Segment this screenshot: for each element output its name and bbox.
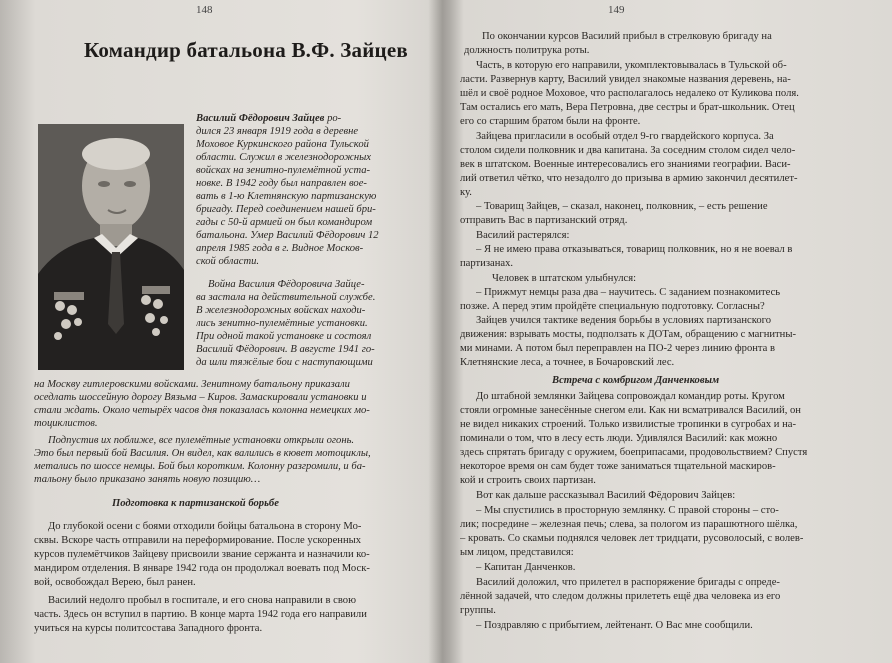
text-line: его со старшим братом были на фронте.	[460, 116, 641, 127]
bio-line: новке. В 1942 году был направлен вое-	[196, 178, 367, 189]
page-148	[0, 0, 440, 663]
text-line: стояли огромные занесённые снегом ели. Как ни всматривался Василий, он	[460, 405, 801, 416]
text-line: некоторое время он сам будет тоже заниматься тщательной маскиров-	[460, 461, 776, 472]
bio-line: вать в 1-ю Клетнянскую партизанскую	[196, 191, 377, 202]
text-line: кой и строить своих партизан.	[460, 475, 596, 486]
bio-first-line	[196, 112, 341, 125]
text-line: шёл и своё родное Моховое, что располагалось недалеко от Куликова поля.	[460, 88, 799, 99]
chapter-title: Командир батальона В.Ф. Зайцев	[84, 38, 408, 62]
text-line: не видел никаких строений. Только извилистые тропинки в сугробах и на-	[460, 419, 797, 430]
bio-line: войсках на зенитно-пулемётной уста-	[196, 165, 371, 176]
text-line: мандиром отделения. В январе 1942 года он продолжал воевать под Моск-	[34, 563, 370, 574]
text-line: До штабной землянки Зайцева сопровождал командир роты. Кругом	[476, 391, 785, 402]
bio-line: гады с 50-й армией он был командиром	[196, 217, 373, 228]
page-number: 149	[608, 4, 625, 16]
text-line: лённой задачей, что следом должны прилететь ещё два человека из его	[460, 591, 781, 602]
bio-line: области. Служил в железнодорожных	[196, 152, 371, 163]
text-line: метались по шоссе немцы. Бой был коротким. Колонну разгромили, и ба-	[34, 461, 366, 472]
text-line: на Москву гитлеровскими войсками. Зенитному батальону приказали	[34, 379, 350, 390]
text-line: – Товарищ Зайцев, – сказал, наконец, полковник, – есть решение	[476, 201, 768, 212]
page-number: 148	[196, 4, 213, 16]
text-line: Война Василия Фёдоровича Зайце-	[208, 279, 365, 290]
text-line: – Поздравляю с прибытием, лейтенант. О Вас мне сообщили.	[476, 620, 753, 631]
text-line: ми минами. А потом был переправлен на ПО-2 через линию фронта в	[460, 343, 776, 354]
text-line: лик; посредине – железная печь; слева, за пологом из парашютного шёлка,	[460, 519, 798, 530]
text-line: тоциклистов.	[34, 418, 98, 429]
text-line: сквы. Вскоре часть отправили на переформирование. После ускоренных	[34, 535, 362, 546]
text-line: При одной такой установке и состоял	[196, 331, 372, 342]
text-line: Человек в штатском улыбнулся:	[492, 273, 637, 284]
portrait-illustration	[38, 124, 184, 370]
text-line: часть. Здесь он вступил в партию. В конце марта 1942 года его направили	[34, 609, 367, 620]
portrait-photo	[38, 124, 184, 370]
text-line: Это был первый бой Василия. Он видел, как валились в кювет мотоциклы,	[34, 448, 371, 459]
text-line: курсов пулемётчиков Зайцеву присвоили звание сержанта и назначили ко-	[34, 549, 370, 560]
text-line: Василий растерялся:	[476, 230, 570, 241]
text-line: позже. А перед этим пройдёте специальную подготовку. Согласны?	[460, 301, 765, 312]
text-line: да шли тяжёлые бои с наступающими	[196, 357, 373, 368]
text-line: отправить Вас в партизанский отряд.	[460, 215, 628, 226]
text-line: По окончании курсов Василий прибыл в стрелковую бригаду на	[482, 31, 772, 42]
text-line: учиться на курсы политсостава Западного фронта.	[34, 623, 263, 634]
text-line: До глубокой осени с боями отходили бойцы батальона в сторону Мо-	[48, 521, 362, 532]
text-line: Подпустив их поближе, все пулемётные установки открыли огонь.	[48, 435, 355, 446]
text-line: Василий Фёдорович. В августе 1941 го-	[196, 344, 375, 355]
text-line: Зайцева пригласили в особый отдел 9-го гвардейского корпуса. За	[476, 131, 774, 142]
section-heading: Подготовка к партизанской борьбе	[112, 498, 279, 509]
bio-line: дился 23 января 1919 года в деревне	[196, 126, 359, 137]
text-line: Клетнянские леса, а точнее, в Бочаровский лес.	[460, 357, 675, 368]
text-line: – Прижмут немцы раза два – научитесь. С заданием познакомитесь	[476, 287, 781, 298]
text-line: – Капитан Данченков.	[476, 562, 576, 573]
text-line: лий ответил чётко, что незадолго до призыва в армию закончил десятилет-	[460, 173, 798, 184]
text-line: Василий доложил, что прилетел в распоряжение бригады с опреде-	[476, 577, 780, 588]
text-line: ку.	[460, 187, 472, 198]
text-line: Зайцев учился тактике ведения борьбы в условиях партизанского	[476, 315, 772, 326]
text-line: ым лицом, представился:	[460, 547, 574, 558]
section-heading: Встреча с комбригом Данченковым	[552, 375, 720, 386]
text-line: движения: взрывать мосты, подползать к ДОТам, обращению с магнитны-	[460, 329, 796, 340]
text-line: ва застала на действительной службе.	[196, 292, 376, 303]
text-line: Там остались его мать, Вера Петровна, две сестры и брат-школьник. Отец	[460, 102, 795, 113]
text-line: – Мы спустились в просторную землянку. С правой стороны – сто-	[476, 505, 779, 516]
text-line: должность политрука роты.	[464, 45, 590, 56]
text-line: Часть, в которую его направили, укомплектовывалась в Тульской об-	[476, 60, 787, 71]
bio-line: бригаду. Перед соединением нашей бри-	[196, 204, 376, 215]
text-line: век в штатском. Военные интересовались его знаниями географии. Васи-	[460, 159, 791, 170]
text-line: столом сидели полковник и два капитана. За соседним столом сидел чело-	[460, 145, 796, 156]
bio-line: Моховое Куркинского района Тульской	[196, 139, 369, 150]
text-line: стали ждать. Около четырёх часов дня показалась колонна немецких мо-	[34, 405, 370, 416]
text-line: ласти. Развернув карту, Василий увидел знакомые названия деревень, на-	[460, 74, 791, 85]
text-line: здесь спрятать бригаду с оружием, боеприпасами, продовольствием? Спустя	[460, 447, 808, 458]
text-line: – Я не имею права отказываться, товарищ полковник, но я не воевал в	[476, 244, 793, 255]
text-line: вой, освобождал Верею, был ранен.	[34, 577, 196, 588]
bio-line: ро-	[324, 113, 342, 124]
text-line: Василий недолго пробыл в госпитале, и его снова направили в свою	[48, 595, 356, 606]
bio-line: ской области.	[196, 256, 260, 267]
text-line: – кровать. Со скамьи поднялся человек лет тридцати, русоволосый, с волев-	[460, 533, 804, 544]
text-line: тальону было приказано занять новую позицию…	[34, 474, 261, 485]
text-line: лись зенитно-пулемётные установки.	[196, 318, 368, 329]
page-149	[446, 0, 892, 663]
text-line: партизанах.	[460, 258, 514, 269]
bio-line: батальона. Умер Василий Фёдорович 12	[196, 230, 379, 241]
bio-name: Василий Фёдорович Зайцев	[196, 113, 325, 124]
text-line: В железнодорожных войсках находи-	[196, 305, 366, 316]
bio-line: апреля 1985 года в г. Видное Москов-	[196, 243, 364, 254]
text-line: Вот как дальше рассказывал Василий Фёдорович Зайцев:	[476, 490, 736, 501]
text-line: поминали о том, что в лесу есть люди. Удивлялся Василий: как можно	[460, 433, 778, 444]
text-line: оседлать шоссейную дорогу Вязьма – Киров. Замаскировали установки и	[34, 392, 367, 403]
text-line: группы.	[460, 605, 496, 616]
